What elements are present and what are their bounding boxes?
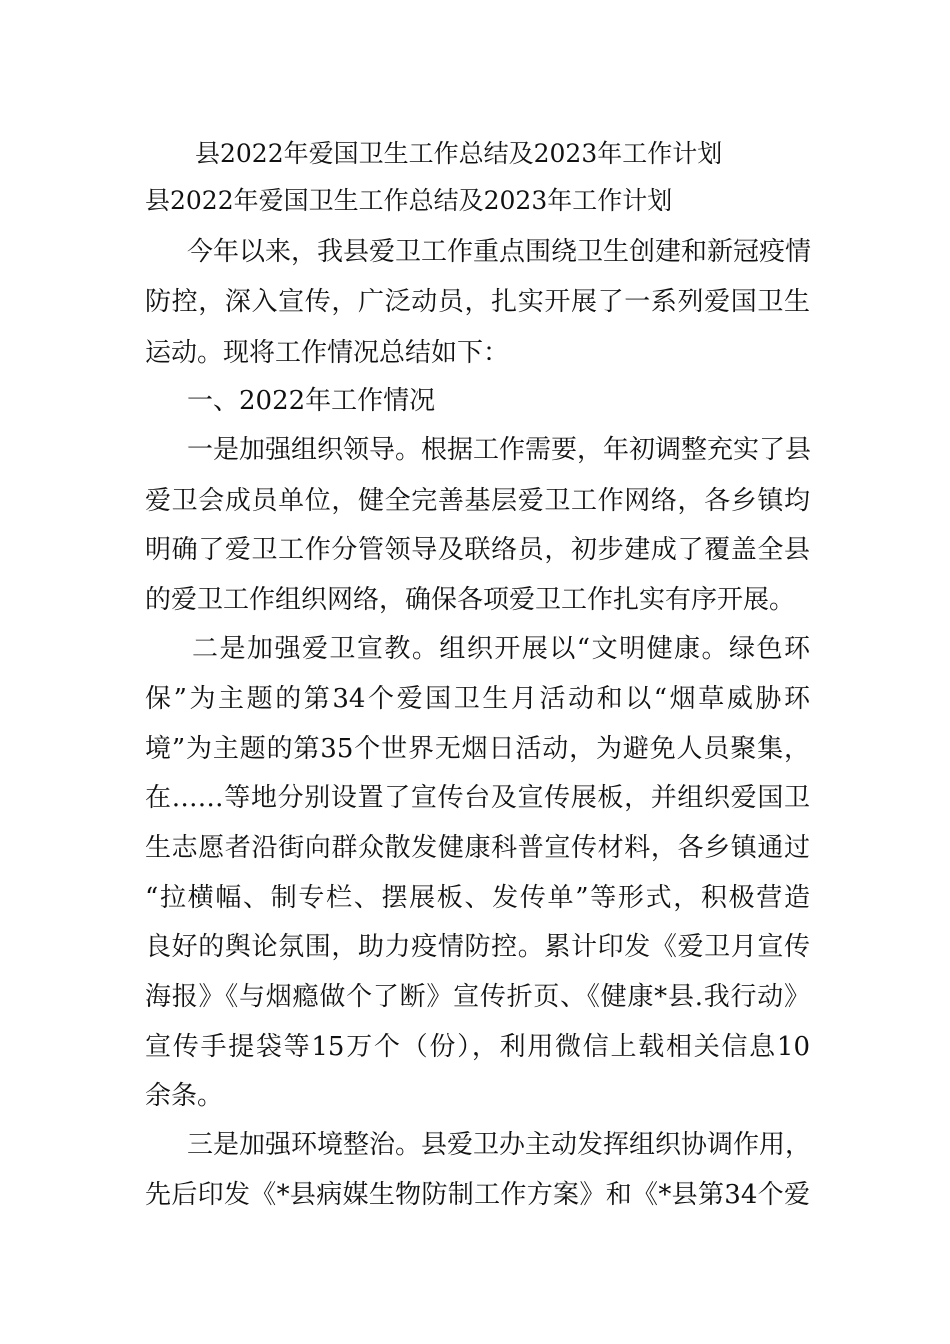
para2-line-1: 二是加强爱卫宣教。组织开展以“文明健康。绿色环 xyxy=(192,634,810,664)
para2-line-9: 宣传手提袋等15万个（份），利用微信上载相关信息10 xyxy=(145,1032,810,1062)
para2-line-3: 境”为主题的第35个世界无烟日活动，为避免人员聚集， xyxy=(145,734,810,764)
para2-line-7: 良好的舆论氛围，助力疫情防控。累计印发《爱卫月宣传 xyxy=(145,932,810,962)
para1-line-1: 一是加强组织领导。根据工作需要，年初调整充实了县 xyxy=(187,435,812,465)
para3-line-1: 三是加强环境整治。县爱卫办主动发挥组织协调作用， xyxy=(187,1130,812,1160)
document-subtitle: 县2022年爱国卫生工作总结及2023年工作计划 xyxy=(145,186,673,215)
intro-line-3: 运动。现将工作情况总结如下： xyxy=(145,338,510,368)
para3-line-2: 先后印发《*县病媒生物防制工作方案》和《*县第34个爱 xyxy=(145,1180,810,1210)
para2-line-4: 在……等地分别设置了宣传台及宣传展板，并组织爱国卫 xyxy=(145,783,810,813)
para2-line-6: “拉横幅、制专栏、摆展板、发传单”等形式，积极营造 xyxy=(145,883,810,913)
intro-line-2: 防控，深入宣传，广泛动员，扎实开展了一系列爱国卫生 xyxy=(145,287,810,317)
para2-line-5: 生志愿者沿街向群众散发健康科普宣传材料，各乡镇通过 xyxy=(145,833,810,863)
para2-line-8: 海报》《与烟瘾做个了断》宣传折页、《健康*县.我行动》 xyxy=(145,982,810,1012)
para1-line-3: 明确了爱卫工作分管领导及联络员，初步建成了覆盖全县 xyxy=(145,535,810,565)
section-heading: 一、2022年工作情况 xyxy=(187,386,436,416)
para1-line-4: 的爱卫工作组织网络，确保各项爱卫工作扎实有序开展。 xyxy=(145,585,796,615)
para1-line-2: 爱卫会成员单位，健全完善基层爱卫工作网络，各乡镇均 xyxy=(145,486,810,516)
intro-line-1: 今年以来，我县爱卫工作重点围绕卫生创建和新冠疫情 xyxy=(187,237,812,267)
para2-line-10: 余条。 xyxy=(145,1081,224,1111)
para2-line-2: 保”为主题的第34个爱国卫生月活动和以“烟草威胁环 xyxy=(145,684,810,714)
document-title: 县2022年爱国卫生工作总结及2023年工作计划 xyxy=(195,139,723,168)
